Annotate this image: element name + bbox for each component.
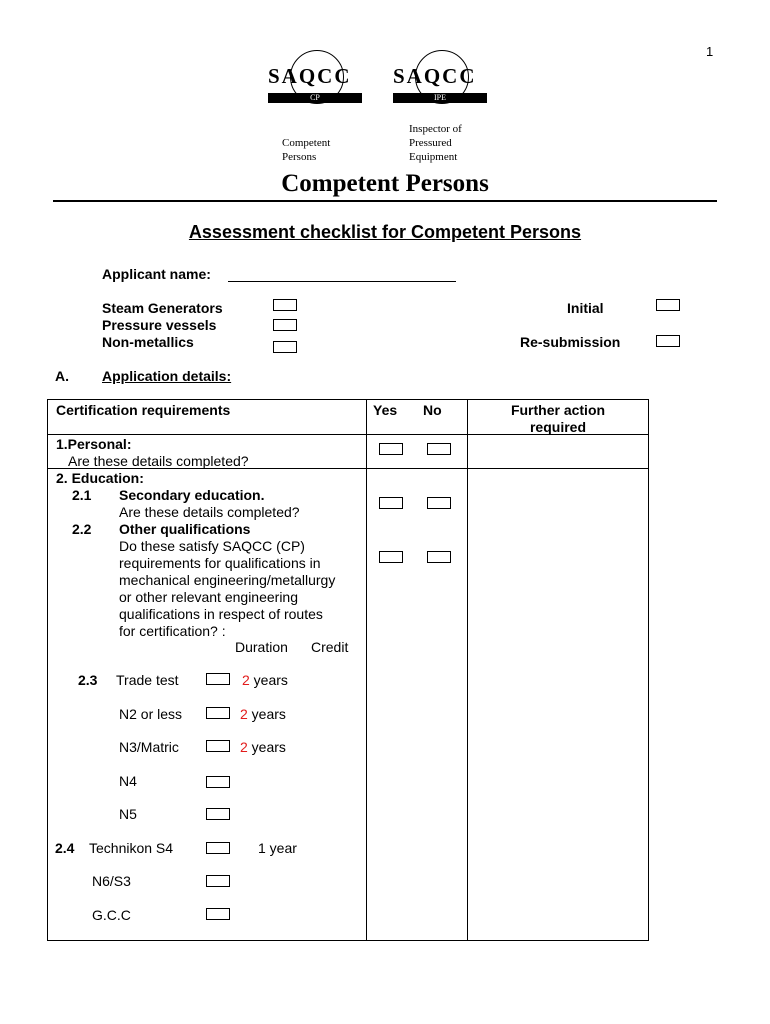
s22-question xyxy=(119,538,335,640)
personal-no-checkbox[interactable] xyxy=(427,443,451,455)
s21-question: Are these details completed? xyxy=(119,504,300,520)
header-action-line: Further action xyxy=(510,402,606,418)
initial-label: Initial xyxy=(567,300,604,316)
s21-no-checkbox[interactable] xyxy=(427,497,451,509)
gcc-label: G.C.C xyxy=(92,907,131,923)
section-letter: A. xyxy=(55,368,69,384)
n3-matric-duration xyxy=(240,739,286,755)
n4-checkbox[interactable] xyxy=(206,776,230,788)
header-requirements: Certification requirements xyxy=(56,402,231,418)
logo-bar: IPE xyxy=(393,93,487,103)
applicant-name-field[interactable] xyxy=(228,281,456,282)
n5-label: N5 xyxy=(119,806,137,822)
logo-caption xyxy=(282,136,330,164)
section-title: Application details: xyxy=(102,368,232,384)
category-pressure-vessels: Pressure vessels xyxy=(102,317,217,333)
header-no: No xyxy=(423,402,442,418)
s21-title: Secondary education. xyxy=(119,487,265,503)
n6-s3-label: N6/S3 xyxy=(92,873,131,889)
trade-test-duration xyxy=(242,672,288,688)
duration-unit: years xyxy=(247,739,286,755)
personal-yes-checkbox[interactable] xyxy=(379,443,403,455)
logo-word: SAQCC xyxy=(393,64,477,88)
duration-unit: years xyxy=(249,672,288,688)
n5-checkbox[interactable] xyxy=(206,808,230,820)
s22-line: for certification? : xyxy=(119,623,226,639)
subtitle: Assessment checklist for Competent Persons xyxy=(188,222,582,242)
n2-label: N2 or less xyxy=(119,706,183,722)
main-title: Competent Persons xyxy=(281,170,489,197)
applicant-label: Applicant name: xyxy=(102,266,211,282)
trade-test-label: Trade test xyxy=(116,672,179,688)
caption-line: Pressured xyxy=(409,137,452,149)
caption-line: Equipment xyxy=(409,151,458,163)
s22-no-checkbox[interactable] xyxy=(427,551,451,563)
n2-duration xyxy=(240,706,286,722)
duration-number: 2 xyxy=(242,672,250,688)
s22-yes-checkbox[interactable] xyxy=(379,551,403,563)
duration-number: 2 xyxy=(240,706,248,722)
personal-question: Are these details completed? xyxy=(68,453,249,469)
logo-bar: CP xyxy=(268,93,362,103)
s24-number: 2.4 xyxy=(55,840,75,856)
n3-matric-checkbox[interactable] xyxy=(206,740,230,752)
steam-generators-checkbox[interactable] xyxy=(273,299,297,311)
title-rule xyxy=(53,200,717,202)
n2-checkbox[interactable] xyxy=(206,707,230,719)
s22-line: or other relevant engineering xyxy=(119,589,299,605)
s21-yes-checkbox[interactable] xyxy=(379,497,403,509)
duration-number: 2 xyxy=(240,739,248,755)
saqcc-ipe-logo xyxy=(391,48,491,166)
technikon-credit: 1 year xyxy=(258,840,297,856)
initial-checkbox[interactable] xyxy=(656,299,680,311)
s21-number: 2.1 xyxy=(72,487,92,503)
caption-line: Inspector of xyxy=(409,123,462,135)
resubmission-label: Re-submission xyxy=(520,334,621,350)
personal-title: 1.Personal: xyxy=(56,436,132,452)
s22-title: Other qualifications xyxy=(119,521,251,537)
s22-line: mechanical engineering/metallurgy xyxy=(119,572,336,588)
duration-unit: years xyxy=(247,706,286,722)
trade-test-checkbox[interactable] xyxy=(206,673,230,685)
s22-line: Do these satisfy SAQCC (CP) xyxy=(119,538,305,554)
technikon-label: Technikon S4 xyxy=(89,840,174,856)
pressure-vessels-checkbox[interactable] xyxy=(273,319,297,331)
s22-line: qualifications in respect of routes xyxy=(119,606,323,622)
resubmission-checkbox[interactable] xyxy=(656,335,680,347)
non-metallics-checkbox[interactable] xyxy=(273,341,297,353)
s22-line: requirements for qualifications in xyxy=(119,555,321,571)
header-further-action xyxy=(468,402,648,436)
s23-number: 2.3 xyxy=(78,672,98,688)
caption-line: Competent xyxy=(282,137,331,149)
gcc-checkbox[interactable] xyxy=(206,908,230,920)
credit-label: Credit xyxy=(311,639,349,655)
header-action-line: required xyxy=(529,419,586,435)
education-title: 2. Education: xyxy=(56,470,144,486)
technikon-checkbox[interactable] xyxy=(206,842,230,854)
n6-s3-checkbox[interactable] xyxy=(206,875,230,887)
page-number: 1 xyxy=(706,44,714,59)
saqcc-cp-logo xyxy=(266,48,366,163)
duration-label: Duration xyxy=(235,639,288,655)
n3-matric-label: N3/Matric xyxy=(119,739,179,755)
s22-number: 2.2 xyxy=(72,521,92,537)
logo-word: SAQCC xyxy=(268,64,352,88)
n4-label: N4 xyxy=(119,773,137,789)
caption-line: Persons xyxy=(282,151,317,163)
category-steam-generators: Steam Generators xyxy=(102,300,223,316)
category-non-metallics: Non-metallics xyxy=(102,334,194,350)
header-yes: Yes xyxy=(373,402,398,418)
logo-caption xyxy=(409,122,462,164)
